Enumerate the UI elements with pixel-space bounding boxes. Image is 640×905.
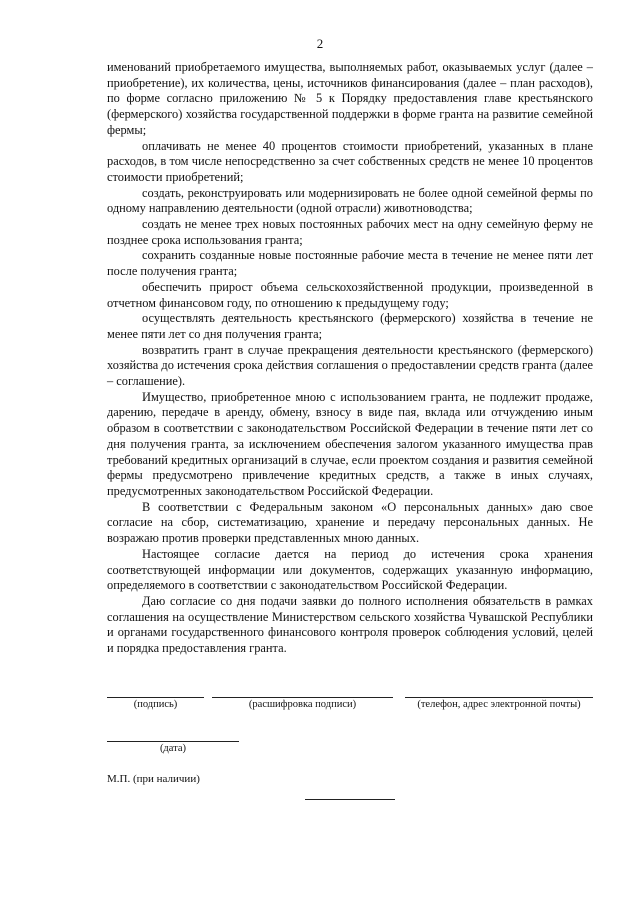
paragraph-pay-40-percent: оплачивать не менее 40 процентов стоимости приобретений, указанных в плане расходов, в том числе непосредственно за счет собственных средств не менее 10 процентов стоимости приобретений;	[107, 138, 593, 184]
paragraph-return-grant: возвратить грант в случае прекращения деятельности крестьянского (фермерского) хозяйства до истечения срока действия соглашения о предоставлении средств гранта (далее – соглашение).	[107, 342, 593, 389]
paragraph-personal-data: В соответствии с Федеральным законом «О персональных данных» даю свое согласие на сбор, систематизацию, хранение и передачу персональных данных. Не возражаю против проверки представленных мною данных.	[107, 499, 593, 546]
paragraph-create-jobs: создать не менее трех новых постоянных рабочих мест на одну семейную ферму не позднее срока использования гранта;	[107, 217, 593, 247]
bottom-line	[305, 799, 395, 800]
paragraph-inspection-consent: Даю согласие со дня подачи заявки до полного исполнения обязательств в рамках соглашения на осуществление Министерством сельского хозяйства Чувашской Республики и органами государственного финансового контроля проверок соблюдения условий, целей и порядка предоставления гранта.	[107, 593, 593, 656]
document-body	[107, 60, 593, 657]
date-caption: (дата)	[159, 743, 187, 754]
date-line	[107, 741, 239, 742]
stamp-label: М.П. (при наличии)	[107, 773, 200, 785]
paragraph-activity-five-years: осуществлять деятельность крестьянского (фермерского) хозяйства в течение не менее пяти лет со дня получения гранта;	[107, 311, 593, 341]
contact-caption: (телефон, адрес электронной почты)	[417, 699, 581, 710]
paragraph-consent-period: Настоящее согласие дается на период до истечения срока хранения соответствующей информации или документов, содержащих указанную информацию, определяемого в соответствии с законодательством Российской Федерации.	[107, 546, 593, 593]
decoding-caption: (расшифровка подписи)	[248, 699, 357, 710]
page-number: 2	[316, 36, 324, 51]
paragraph-keep-jobs: сохранить созданные новые постоянные рабочие места в течение не менее пяти лет после получения гранта;	[107, 248, 593, 279]
decoding-line	[212, 697, 393, 698]
paragraph-property-restrictions: Имущество, приобретенное мною с использованием гранта, не подлежит продаже, дарению, передаче в аренду, обмену, взносу в виде пая, вклада или отчуждению иным образом в соответствии с законодательством Российской Федерации в течение пяти лет со дня получения гранта, за исключением обеспечения залогом указанного имущества прав требований кредитных организаций в случае, если проектом создания и развития семейной фермы предусмотрено привлечение кредитных средств, а также в иных случаях, предусмотренных законодательством Российской Федерации.	[107, 389, 593, 498]
paragraph-plan-of-expenses: именований приобретаемого имущества, выполняемых работ, оказываемых услуг (далее – приобретение), их количества, цены, источников финансирования (далее – план расходов), по форме согласно приложению № 5 к Порядку предоставления главе крестьянского (фермерского) хозяйства государственной поддержки в форме гранта на развитие семейной фермы;	[107, 60, 593, 137]
paragraph-create-farm: создать, реконструировать или модернизировать не более одной семейной фермы по одному направлению деятельности (одной отрасли) животноводства;	[107, 185, 593, 216]
signature-line	[107, 697, 204, 698]
contact-line	[405, 697, 593, 698]
paragraph-production-growth: обеспечить прирост объема сельскохозяйственной продукции, произведенной в отчетном финансовом году, по отношению к предыдущему году;	[107, 279, 593, 310]
signature-caption: (подпись)	[133, 699, 178, 710]
